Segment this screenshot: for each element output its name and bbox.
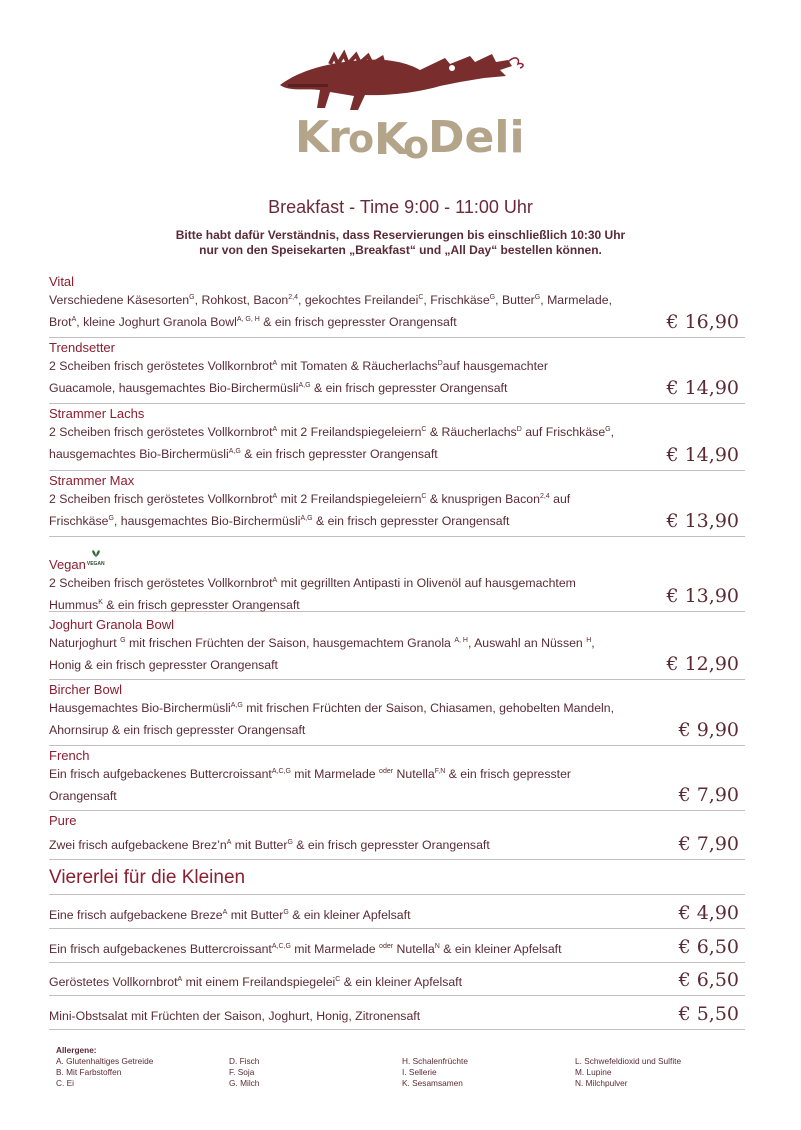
- menu-item-description: [49, 572, 664, 616]
- allergen-entry: I. Sellerie: [402, 1067, 437, 1077]
- description-line-1: [49, 488, 664, 510]
- description-text: ,: [591, 636, 595, 650]
- allergen-code: A,G: [228, 448, 241, 455]
- description-text: Geröstetes Vollkornbrot: [49, 975, 178, 989]
- kids-menu-item: [49, 996, 745, 1030]
- description-text: 2 Scheiben frisch geröstetes Vollkornbrot: [49, 359, 273, 373]
- allergen-code: H: [586, 637, 592, 644]
- allergen-column: [575, 1056, 748, 1089]
- allergen-code: D: [437, 360, 443, 367]
- allergen-code: A: [272, 426, 278, 433]
- menu-item-name: [49, 549, 745, 572]
- menu-item-price: € 13,90: [666, 585, 739, 607]
- description-text: & ein frisch gepresster Orangensaft: [102, 598, 300, 612]
- allergen-code: N: [434, 943, 440, 950]
- menu-item: [49, 549, 745, 612]
- description-text: Hummus: [49, 598, 99, 612]
- description-text: mit Marmelade: [290, 767, 380, 781]
- allergen-code: A,G: [230, 702, 243, 709]
- description-text: Honig & ein frisch gepresster Orangensaft: [49, 658, 278, 672]
- description-line-2: [49, 510, 664, 532]
- description-line-1: [49, 355, 664, 377]
- description-text: Ahornsirup & ein frisch gepresster Orangensaft: [49, 723, 306, 737]
- allergen-code: A: [71, 316, 77, 323]
- description-text: , kleine Joghurt Granola Bowl: [76, 315, 237, 329]
- description-line-2: [49, 594, 664, 616]
- kids-menu-item: [49, 929, 745, 963]
- allergen-code: A, H: [454, 637, 468, 644]
- allergen-code: C: [335, 976, 341, 983]
- allergen-legend: [56, 1045, 756, 1089]
- menu-item-name-text: Bircher Bowl: [49, 682, 122, 697]
- allergen-column: [402, 1056, 575, 1089]
- description-text: & ein kleiner Apfelsaft: [340, 975, 463, 989]
- description-text: mit gegrillten Antipasti in Olivenöl auf hausgemachtem: [277, 576, 576, 590]
- description-text: Ein frisch aufgebackenes Buttercroissant: [49, 767, 272, 781]
- menu-item-description: [49, 355, 664, 399]
- allergen-code: 2,4: [539, 493, 550, 500]
- allergen-code: G: [489, 294, 496, 301]
- menu-item: [49, 340, 745, 404]
- menu-item-name: [49, 473, 745, 488]
- menu-item-name-text: Pure: [49, 813, 77, 828]
- menu-item-price: € 14,90: [666, 377, 739, 399]
- description-text: Hausgemachtes Bio-Birchermüsli: [49, 701, 231, 715]
- description-text: 2 Scheiben frisch geröstetes Vollkornbrot: [49, 425, 273, 439]
- reservation-notice: [0, 228, 801, 258]
- description-text: & ein kleiner Apfelsaft: [288, 908, 411, 922]
- kids-divider: [49, 894, 745, 895]
- allergen-code: A,G: [298, 382, 311, 389]
- description-text: Eine frisch aufgebackene Breze: [49, 908, 223, 922]
- description-text: Nutella: [393, 942, 435, 956]
- description-text: , gekochtes Freilandei: [298, 293, 419, 307]
- description-text: Mini-Obstsalat mit Früchten der Saison, Joghurt, Honig, Zitronensaft: [49, 1009, 421, 1023]
- menu-item: [49, 813, 745, 860]
- description-text: & ein frisch gepresster Orangensaft: [240, 447, 438, 461]
- description-text: auf Frischkäse: [521, 425, 606, 439]
- svg-text:o: o: [348, 117, 375, 161]
- allergen-title: Allergene:: [56, 1045, 97, 1055]
- page-title: Breakfast - Time 9:00 - 11:00 Uhr: [268, 197, 533, 217]
- description-text: ,: [610, 425, 615, 439]
- allergen-code: A: [272, 360, 278, 367]
- menu-item-name-text: Vital: [49, 274, 75, 289]
- allergen-code: G: [283, 909, 289, 916]
- description-line-2: [49, 311, 664, 333]
- allergen-code: A,C,G: [271, 768, 291, 775]
- description-text: mit frischen Früchten der Saison, hausgemachtem Granola: [125, 636, 455, 650]
- menu-item-price: € 14,90: [666, 444, 739, 466]
- description-text: & knusprigen Bacon: [426, 492, 540, 506]
- allergen-entry: F. Soja: [229, 1067, 255, 1077]
- allergen-entry: B. Mit Farbstoffen: [56, 1067, 122, 1077]
- menu-item-name: [49, 274, 745, 289]
- allergen-code: oder: [379, 943, 394, 950]
- description-line-1: [49, 697, 664, 719]
- allergen-code: 2,4: [288, 294, 298, 301]
- menu-item-name-text: Trendsetter: [49, 340, 115, 355]
- menu-item-name-text: Joghurt Granola Bowl: [49, 617, 175, 632]
- kids-item-description: [49, 938, 664, 960]
- svg-text:Kr: Kr: [295, 112, 349, 163]
- menu-item-name: [49, 340, 745, 355]
- allergen-entry: D. Fisch: [229, 1056, 260, 1066]
- allergen-code: A: [226, 839, 232, 846]
- description-line-1: [49, 421, 664, 443]
- notice-line-2: nur von den Speisekarten „Breakfast“ und „All Day“ bestellen können.: [199, 243, 602, 257]
- menu-item-name-text: Strammer Max: [49, 473, 135, 488]
- menu-item: [49, 682, 745, 746]
- description-line-2: [49, 377, 664, 399]
- menu-item-name: [49, 406, 745, 421]
- menu-item-price: € 9,90: [678, 719, 739, 741]
- description-text: Zwei frisch aufgebackene Brez’n: [49, 838, 227, 852]
- description-text: mit frischen Früchten der Saison, Chiasamen, gehobelten Mandeln,: [242, 701, 615, 715]
- allergen-code: D: [516, 426, 522, 433]
- menu-item-description: [49, 763, 664, 807]
- description-text: mit 2 Freilandspiegeleiern: [277, 492, 422, 506]
- kids-item-price: € 5,50: [678, 1003, 739, 1025]
- description-text: , hausgemachtes Bio-Birchermüsli: [113, 514, 301, 528]
- menu-item-name: [49, 617, 745, 632]
- allergen-code: C: [421, 426, 427, 433]
- allergen-code: A: [272, 577, 278, 584]
- description-text: , Rohkost, Bacon: [194, 293, 289, 307]
- menu-item-description: [49, 488, 664, 532]
- menu-item: [49, 617, 745, 680]
- allergen-code: C: [418, 294, 424, 301]
- description-text: & ein frisch gepresster Orangensaft: [259, 315, 457, 329]
- allergen-entry: M. Lupine: [575, 1067, 612, 1077]
- menu-item: [49, 473, 745, 537]
- allergen-code: G: [189, 294, 195, 301]
- description-text: & ein frisch gepresster Orangensaft: [292, 838, 490, 852]
- description-line-1: [49, 572, 664, 594]
- description-text: Nutella: [393, 767, 435, 781]
- menu-item: [49, 748, 745, 811]
- description-text: auf hausgemachter: [442, 359, 548, 373]
- description-text: 2 Scheiben frisch geröstetes Vollkornbrot: [49, 492, 273, 506]
- allergen-code: C: [421, 493, 427, 500]
- menu-item-name: [49, 813, 745, 828]
- allergen-code: A: [222, 909, 228, 916]
- allergen-code: A, G, H: [236, 316, 260, 323]
- menu-item-price: € 13,90: [666, 510, 739, 532]
- kids-item-description: [49, 904, 664, 926]
- allergen-code: F,N: [434, 768, 446, 775]
- menu-item-name-text: French: [49, 748, 90, 763]
- description-text: 2 Scheiben frisch geröstetes Vollkornbrot: [49, 576, 273, 590]
- kids-item-description: [49, 1005, 664, 1027]
- allergen-entry: N. Milchpulver: [575, 1078, 628, 1088]
- kids-menu-item: [49, 962, 745, 996]
- menu-item-price: € 16,90: [666, 311, 739, 333]
- description-line-1: [49, 763, 664, 785]
- allergen-column: [229, 1056, 402, 1089]
- description-line-2: [49, 719, 664, 741]
- menu-item-name-text: Vegan: [49, 557, 86, 572]
- vegan-badge-label: VEGAN: [86, 561, 105, 567]
- kids-item-price: € 6,50: [678, 969, 739, 991]
- description-text: Ein frisch aufgebackenes Buttercroissant: [49, 942, 272, 956]
- notice-line-1: Bitte habt dafür Verständnis, dass Reservierungen bis einschließlich 10:30 Uhr: [175, 228, 626, 242]
- description-text: hausgemachtes Bio-Birchermüsli: [49, 447, 229, 461]
- description-text: Guacamole, hausgemachtes Bio-Birchermüsli: [49, 381, 299, 395]
- svg-text:K: K: [374, 114, 409, 165]
- description-line-2: [49, 785, 664, 807]
- description-text: Frischkäse: [49, 514, 109, 528]
- menu-item-description: [49, 421, 664, 465]
- description-text: & Räucherlachs: [426, 425, 517, 439]
- allergen-column: [56, 1056, 229, 1089]
- menu-item-name: [49, 748, 745, 763]
- allergen-entry: A. Glutenhaltiges Getreide: [56, 1056, 154, 1066]
- description-text: mit Tomaten & Räucherlachs: [277, 359, 438, 373]
- description-line-1: [49, 289, 664, 311]
- description-line-2: [49, 654, 664, 676]
- description-text: & ein frisch gepresster Orangensaft: [310, 381, 508, 395]
- description-text: & ein kleiner Apfelsaft: [439, 942, 562, 956]
- description-text: & ein frisch gepresster: [445, 767, 572, 781]
- menu-item: [49, 274, 745, 338]
- allergen-code: G: [287, 839, 293, 846]
- kids-section-title: Viererlei für die Kleinen: [49, 867, 246, 888]
- menu-item: [49, 406, 745, 471]
- allergen-code: G: [120, 637, 126, 644]
- menu-item-name: [49, 682, 745, 697]
- kids-menu-item: [49, 895, 745, 929]
- description-text: mit Butter: [231, 838, 288, 852]
- allergen-code: G: [605, 426, 611, 433]
- allergen-code: A,C,G: [271, 943, 291, 950]
- description-text: Orangensaft: [49, 789, 117, 803]
- description-text: , Auswahl an Nüssen: [467, 636, 587, 650]
- allergen-code: G: [534, 294, 541, 301]
- menu-item-price: € 7,90: [678, 784, 739, 806]
- description-line-1: [49, 632, 664, 654]
- menu-item-name-text: Strammer Lachs: [49, 406, 145, 421]
- description-text: , Frischkäse: [423, 293, 490, 307]
- allergen-entry: L. Schwefeldioxid und Sulfite: [575, 1056, 682, 1066]
- allergen-code: oder: [379, 768, 394, 775]
- description-line-2: [49, 443, 664, 465]
- vegan-leaf-icon: [87, 549, 105, 572]
- menu-item-description: [49, 289, 664, 333]
- menu-item-price: € 12,90: [666, 653, 739, 675]
- kids-item-description: [49, 971, 664, 993]
- allergen-code: A: [272, 493, 278, 500]
- menu-item-description: [49, 697, 664, 741]
- allergen-code: K: [98, 599, 103, 606]
- description-text: Naturjoghurt: [49, 636, 121, 650]
- kids-item-price: € 4,90: [678, 902, 739, 924]
- kids-item-price: € 6,50: [678, 936, 739, 958]
- description-text: , Marmelade,: [540, 293, 612, 307]
- svg-text:o: o: [403, 123, 430, 167]
- menu-item-price: € 7,90: [678, 833, 739, 855]
- description-text: , Butter: [495, 293, 535, 307]
- allergen-code: A: [177, 976, 183, 983]
- allergen-code: A,G: [300, 515, 313, 522]
- allergen-entry: G. Milch: [229, 1078, 260, 1088]
- description-text: auf: [549, 492, 571, 506]
- description-text: mit 2 Freilandspiegeleiern: [277, 425, 422, 439]
- description-text: mit einem Freilandspiegelei: [182, 975, 336, 989]
- allergen-entry: H. Schalenfrüchte: [402, 1056, 468, 1066]
- description-text: & ein frisch gepresster Orangensaft: [312, 514, 510, 528]
- svg-text:Deli: Deli: [428, 112, 525, 163]
- description-line-2: [49, 834, 664, 856]
- krokodeli-logo: [270, 40, 530, 170]
- allergen-entry: K. Sesamsamen: [402, 1078, 463, 1088]
- description-text: mit Marmelade: [290, 942, 380, 956]
- menu-item-description: [49, 632, 664, 676]
- allergen-entry: C. Ei: [56, 1078, 74, 1088]
- description-text: Verschiedene Käsesorten: [49, 293, 190, 307]
- allergen-code: G: [108, 515, 114, 522]
- description-text: mit Butter: [227, 908, 284, 922]
- crocodile-icon: [270, 40, 530, 170]
- description-text: Brot: [49, 315, 72, 329]
- menu-item-description: [49, 834, 664, 856]
